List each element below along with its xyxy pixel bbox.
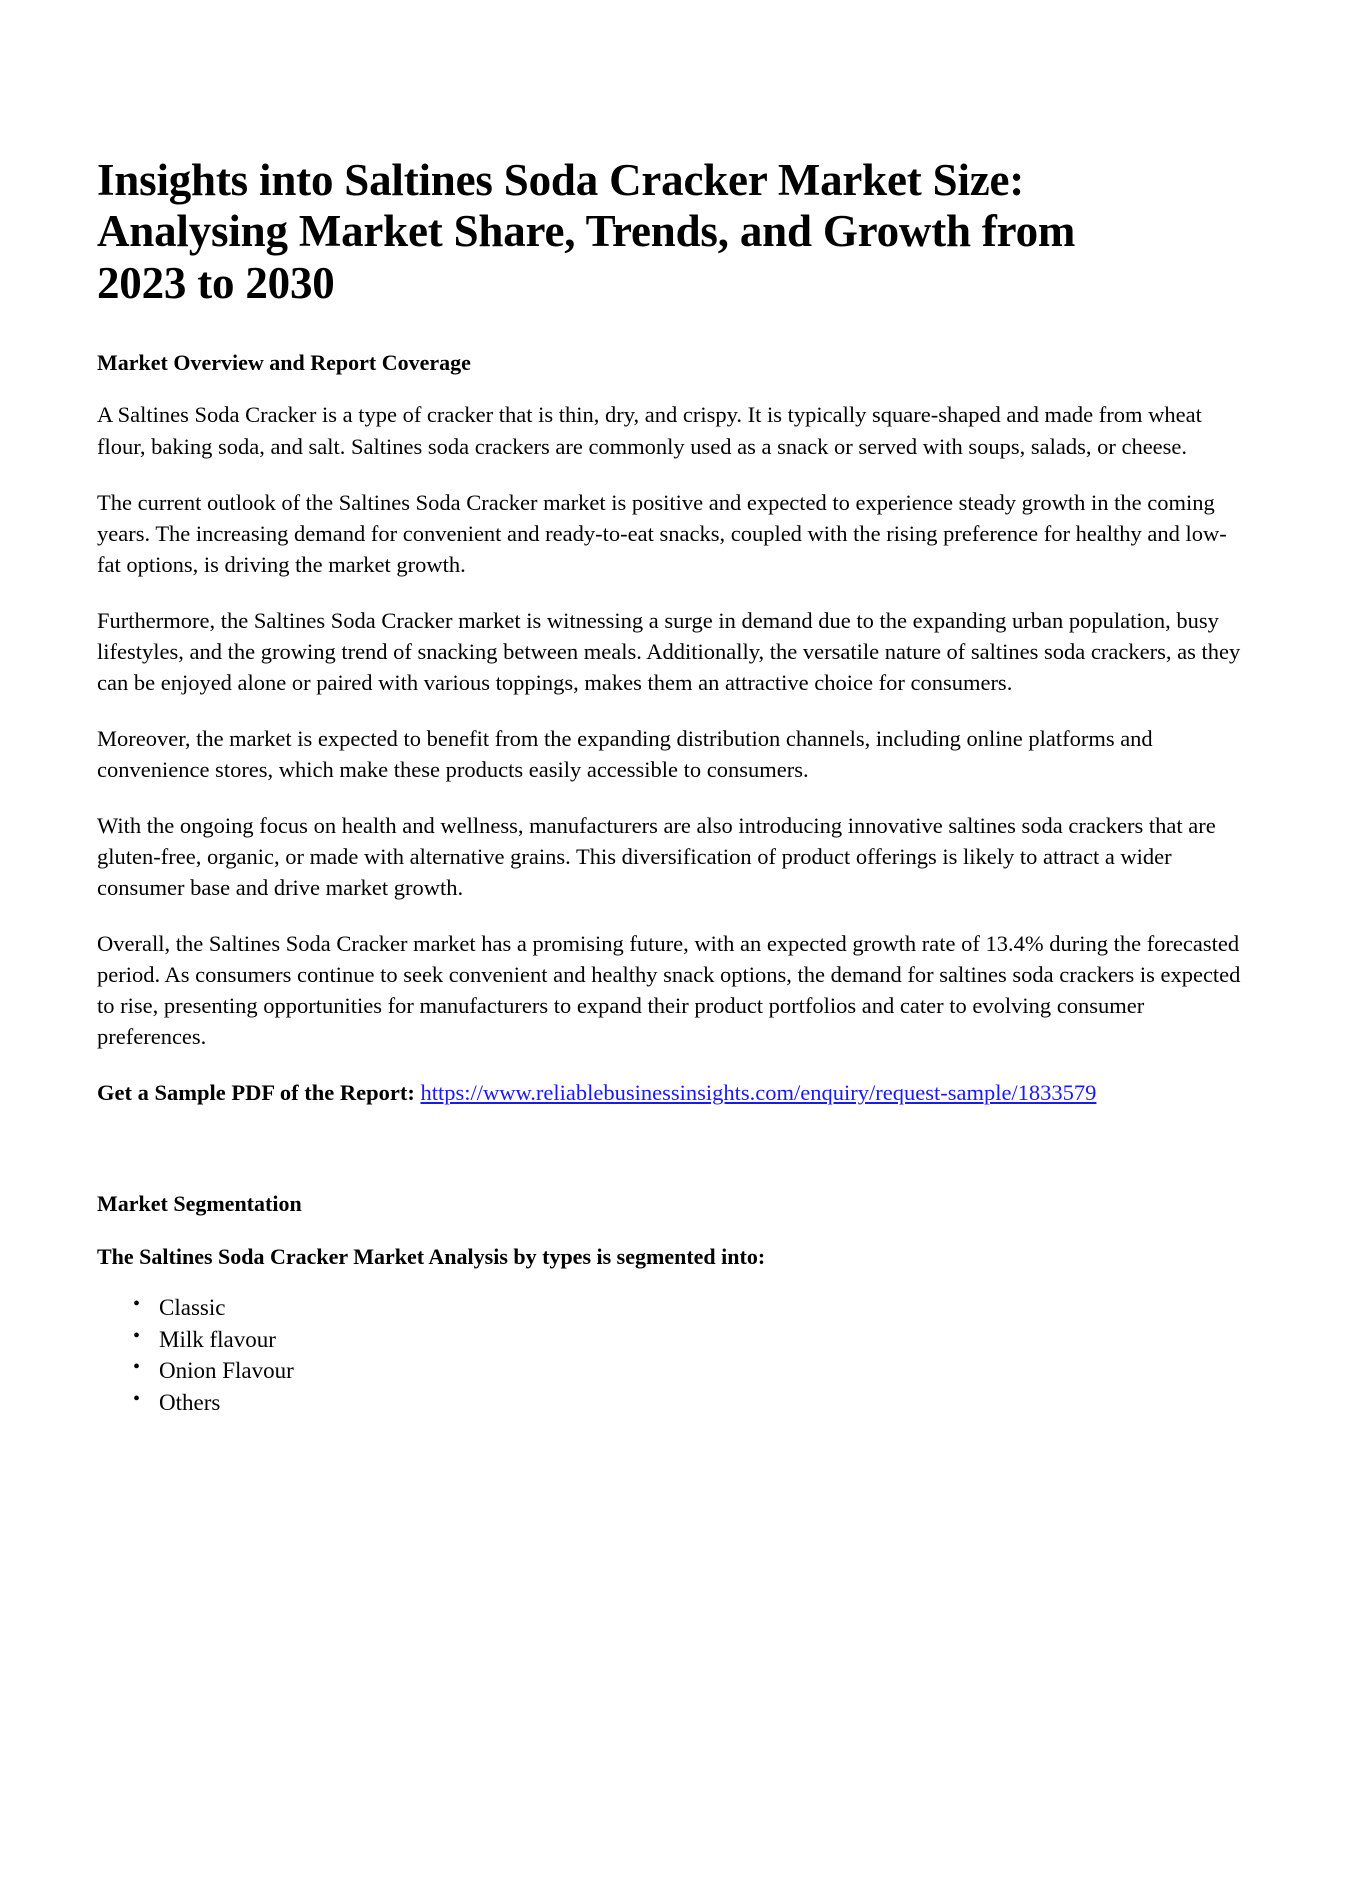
page-title: Insights into Saltines Soda Cracker Market Size: Analysing Market Share, Trends, and Growth from 2023 to 2030 — [97, 155, 1076, 308]
list-item: • Others — [159, 1387, 1250, 1419]
section-spacer — [97, 1133, 1250, 1191]
paragraph-demand-surge: Furthermore, the Saltines Soda Cracker market is witnessing a surge in demand due to the expanding urban population, busy lifestyles, and the growing trend of snacking between meals. Additionally, the versatile nature of saltines soda crackers, as they can be enjoyed alone or paired with various toppings, makes them an attractive choice for consumers. — [97, 607, 1241, 695]
request-sample-link[interactable]: https://www.reliablebusinessinsights.com/enquiry/request-sample/1833579 — [420, 1080, 1097, 1106]
paragraph-current-outlook: The current outlook of the Saltines Soda Cracker market is positive and expected to experience steady growth in the coming years. The increasing demand for convenient and ready-to-eat snacks, coupled with the rising preference for healthy and low-fat options, is driving the market growth. — [97, 489, 1227, 577]
list-item: • Classic — [159, 1292, 1250, 1324]
paragraph-overview-definition: A Saltines Soda Cracker is a type of cracker that is thin, dry, and crispy. It is typically square-shaped and made from wheat flour, baking soda, and salt. Saltines soda crackers are commonly used as a snack or served with soups, salads, or cheese. — [97, 402, 1202, 459]
paragraph-distribution-channels: Moreover, the market is expected to benefit from the expanding distribution channels, including online platforms and convenience stores, which make these products easily accessible to consumers. — [97, 725, 1153, 782]
segmentation-types-list — [97, 1292, 1250, 1418]
list-item: • Onion Flavour — [159, 1355, 1250, 1387]
paragraph-overall-outlook: Overall, the Saltines Soda Cracker market has a promising future, with an expected growth rate of 13.4% during the forecasted period. As consumers continue to seek convenient and healthy snack options, the demand for saltines soda crackers is expected to rise, presenting opportunities for manufacturers to expand their product portfolios and cater to evolving consumer preferences. — [97, 931, 1241, 1050]
paragraph-health-wellness: With the ongoing focus on health and wellness, manufacturers are also introducing innovative saltines soda crackers that are gluten-free, organic, or made with alternative grains. This diversification of product offerings is likely to attract a wider consumer base and drive market growth. — [97, 812, 1216, 901]
market-overview-heading: Market Overview and Report Coverage — [97, 349, 471, 375]
market-segmentation-heading: Market Segmentation — [97, 1191, 302, 1217]
sample-pdf-label: Get a Sample PDF of the Report: — [97, 1080, 415, 1106]
list-item: • Milk flavour — [159, 1324, 1250, 1356]
segmentation-types-intro: The Saltines Soda Cracker Market Analysis by types is segmented into: — [97, 1244, 766, 1270]
sample-pdf-line — [97, 1077, 1250, 1108]
